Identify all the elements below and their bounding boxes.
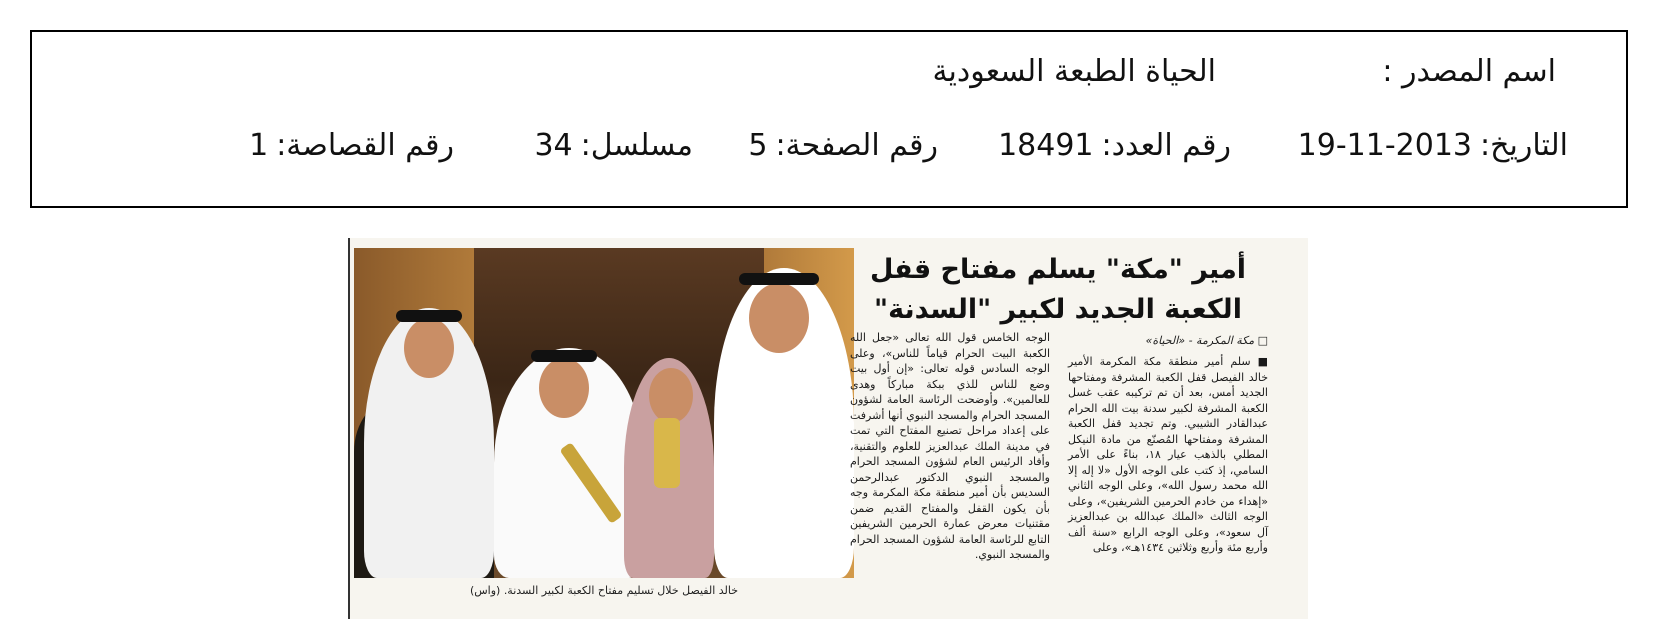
- date-label: التاريخ:: [1480, 128, 1568, 163]
- page-value: 5: [748, 128, 768, 163]
- article-dateline: □ مكة المكرمة - «الحياة»: [1145, 334, 1268, 347]
- face-imam: [649, 368, 693, 423]
- article-headline: [848, 250, 1268, 330]
- article-photo: [354, 248, 854, 578]
- serial-label: مسلسل:: [580, 128, 693, 163]
- headline-line-1: أمير "مكة" يسلم مفتاح قفل: [869, 254, 1247, 285]
- page-field: [748, 128, 938, 164]
- agal-center: [531, 350, 597, 362]
- date-field: [1298, 128, 1568, 164]
- clip-field: [249, 128, 454, 164]
- face-right: [749, 283, 809, 353]
- clip-value: 1: [249, 128, 269, 163]
- agal-right: [739, 273, 819, 285]
- metadata-box: [30, 30, 1628, 208]
- newspaper-clipping: [348, 238, 1308, 619]
- face-left: [404, 318, 454, 378]
- source-label: اسم المصدر :: [1382, 54, 1556, 89]
- clip-label: رقم القصاصة:: [276, 128, 454, 163]
- source-value: الحياة الطبعة السعودية: [932, 54, 1216, 89]
- headline-line-2: الكعبة الجديد لكبير "السدنة": [874, 294, 1242, 325]
- photo-caption: خالد الفيصل خلال تسليم مفتاح الكعبة لكبير السدنة. (واس): [469, 584, 739, 597]
- agal-left: [396, 310, 462, 322]
- article-column-left: الوجه الخامس قول الله تعالى «جعل الله الكعبة البيت الحرام قياماً للناس»، وعلى الوجه السادس قوله تعالى: «إن أول بيت وضع للناس للذي ببكة مباركاً وهدى للعالمين». وأوضحت الرئاسة العامة لشؤون المسجد الحرام والمسجد النبوي أنها أشرفت على إعداد مراحل تصنيع المفتاح التي تمت في مدينة الملك عبدالعزيز للعلوم والتقنية، وأفاد الرئيس العام لشؤون المسجد الحرام والمسجد النبوي الدكتور عبدالرحمن السديس بأن أمير منطقة مكة المكرمة وجه بأن يكون القفل والمفتاح القديم ضمن مقتنيات معرض عمارة الحرمين الشريفين التابع للرئاسة العامة لشؤون المسجد الحرام والمسجد النبوي.: [850, 331, 1050, 561]
- face-center: [539, 358, 589, 418]
- issue-label: رقم العدد:: [1101, 128, 1231, 163]
- article-column-right: ■ سلم أمير منطقة مكة المكرمة الأمير خالد الفيصل قفل الكعبة المشرفة ومفتاحها الجديد أمس، بعد أن تم تركيبه عقب غسل الكعبة المشرفة لكبير سدنة بيت الله الحرام عبدالقادر الشيبي. وتم تجديد قفل الكعبة المشرفة ومفتاحها المُصنّع من مادة النيكل المطلي بالذهب عيار ١٨، بناءً على الأمر السامي، إذ كتب على الوجه الأول «لا إله إلا الله محمد رسول الله»، وعلى الوجه الثاني «إهداء من خادم الحرمين الشريفين»، وعلى الوجه الثالث «الملك عبدالله بن عبدالعزيز آل سعود»، وعلى الوجه الرابع «سنة ألف وأربع مئة وأربع وثلاثين ١٤٣٤هـ»، وعلى: [1068, 355, 1268, 554]
- golden-lock: [654, 418, 680, 488]
- issue-field: [998, 128, 1231, 164]
- serial-value: 34: [534, 128, 573, 163]
- issue-value: 18491: [998, 128, 1094, 163]
- date-value: 2013-11-19: [1297, 128, 1473, 163]
- serial-field: [534, 128, 693, 164]
- page-label: رقم الصفحة:: [775, 128, 938, 163]
